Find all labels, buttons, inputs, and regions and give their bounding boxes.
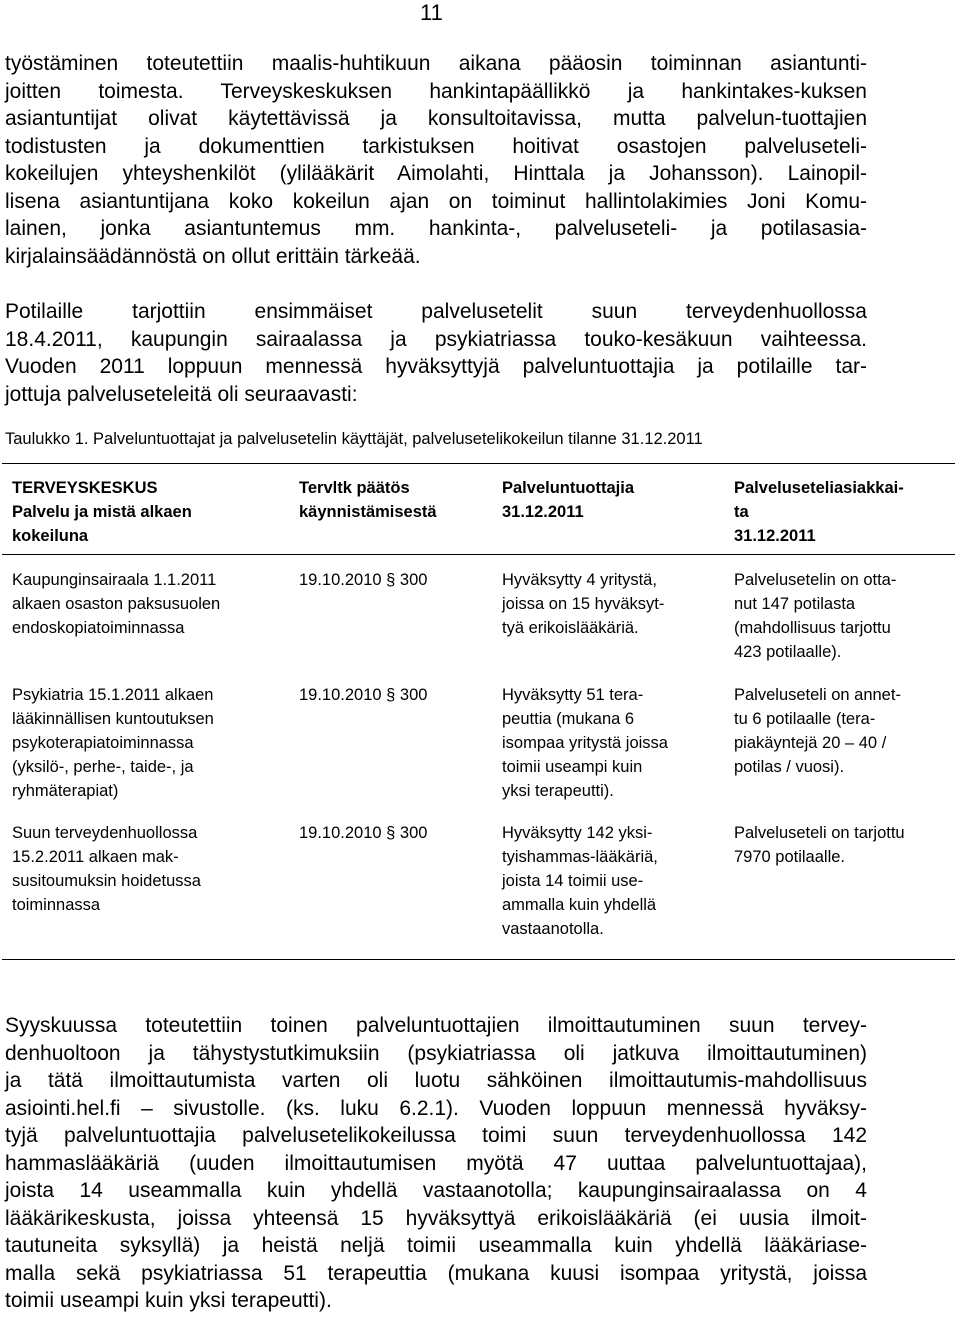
text-line: jottuja palveluseteleitä oli seuraavasti: (5, 382, 358, 406)
second-paragraph (5, 298, 867, 408)
text-line: asiantuntijat olivat käytettävissä ja konsultoitavissa, mutta palvelun-tuottajien (5, 107, 867, 130)
text-line: toimii useampi kuin yksi terapeutti). (5, 1289, 332, 1312)
text-line: malla sekä psykiatriassa 51 terapeuttia (mukana kuusi isompaa yritystä, joissa (5, 1261, 867, 1285)
table-cell: Palvelusetelin on otta- nut 147 potilasta (mahdollisuus tarjottu 423 potilaalle). (734, 571, 897, 661)
table-header-divider (2, 554, 955, 555)
table-cell: Suun terveydenhuollossa 15.2.2011 alkaen mak- susitoumuksin hoidetussa toiminnassa (12, 824, 201, 914)
table-cell: Psykiatria 15.1.2011 alkaen lääkinnällisen kuntoutuksen psykoterapiatoiminnassa (yksilö-, perhe-, taide-, ja ryhmäterapiat) (12, 686, 214, 800)
text-line: ja tätä ilmoittautumista varten oli luotu sähköinen ilmoittautumis-mahdollisuus (5, 1069, 867, 1092)
intro-paragraph (5, 50, 867, 270)
text-line: kokeilujen yhteyshenkilöt (ylilääkärit Aimolahti, Hinttala ja Johansson). Lainopil- (5, 162, 867, 185)
text-line: asiointi.hel.fi – sivustolle. (ks. luku 6.2.1). Vuoden loppuun mennessä hyväksy- (5, 1096, 867, 1120)
text-line: joista 14 useammalla kuin yhdellä vastaanotolla; kaupunginsairaalassa on 4 (5, 1179, 867, 1202)
text-line: tautuneita syksyllä) ja heistä neljä toimii useammalla kuin yhdellä lääkäriase- (5, 1234, 867, 1257)
table-cell: 19.10.2010 § 300 (299, 824, 428, 842)
text-line: Vuoden 2011 loppuun mennessä hyväksyttyjä palveluntuottajia ja potilaille tar- (5, 355, 867, 378)
text-line: hammaslääkäriä (uuden ilmoittautumisen myötä 47 uuttaa palveluntuottajaa), (5, 1151, 867, 1175)
text-line: tyjä palveluntuottajia palvelusetelikokeilussa toimi suun terveydenhuollossa 142 (5, 1124, 867, 1147)
table-caption: Taulukko 1. Palveluntuottajat ja palvelusetelin käyttäjät, palvelusetelikokeilun tilanne 31.12.2011 (5, 430, 703, 448)
text-line: lisena asiantuntijana koko kokeilun ajan on toiminut hallintolakimies Joni Komu- (5, 189, 867, 213)
table-cell: Kaupunginsairaala 1.1.2011 alkaen osaston paksusuolen endoskopiatoiminnassa (12, 571, 221, 637)
text-line: 18.4.2011, kaupungin sairaalassa ja psykiatriassa touko-kesäkuun vaihteessa. (5, 327, 867, 351)
text-line: lääkärikeskusta, joissa yhteensä 15 hyväksyttyä erikoislääkäriä (ei uusia ilmoit- (5, 1206, 867, 1230)
table-cell: Hyväksytty 142 yksi- tyishammas-lääkäriä, joista 14 toimii use- ammalla kuin yhdellä vastaanotolla. (502, 824, 658, 938)
text-line: Syyskuussa toteutettiin toinen palveluntuottajien ilmoittautuminen suun tervey- (5, 1014, 867, 1037)
closing-paragraph (5, 1012, 867, 1315)
text-line: Potilaille tarjottiin ensimmäiset palvelusetelit suun terveydenhuollossa (5, 300, 867, 323)
text-line: todistusten ja dokumenttien tarkistuksen hoitivat osastojen palveluseteli- (5, 134, 867, 158)
text-line: työstäminen toteutettiin maalis-huhtikuun aikana pääosin toiminnan asiantunti- (5, 52, 867, 75)
table-cell: Palveluseteli on tarjottu 7970 potilaalle. (734, 824, 905, 866)
table-cell: 19.10.2010 § 300 (299, 571, 428, 589)
table-cell: 19.10.2010 § 300 (299, 686, 428, 704)
table-cell: Hyväksytty 4 yritystä, joissa on 15 hyväksyt- tyä erikoislääkäriä. (502, 571, 665, 637)
text-line: kirjalainsäädännöstä on ollut erittäin tärkeää. (5, 244, 421, 268)
text-line: joitten toimesta. Terveyskeskuksen hankintapäällikkö ja hankintakes-kuksen (5, 79, 867, 103)
table-header-cell: Palveluntuottajia 31.12.2011 (502, 479, 635, 521)
table-header-cell: Palveluseteliasiakkai- ta 31.12.2011 (734, 479, 904, 545)
table-header-cell: TERVEYSKESKUS Palvelu ja mistä alkaen kokeiluna (12, 479, 192, 545)
table-cell: Palveluseteli on annet- tu 6 potilaalle (tera- piakäyntejä 20 – 40 / potilas / vuosi). (734, 686, 901, 776)
text-line: lainen, jonka asiantuntemus mm. hankinta-, palveluseteli- ja potilasasia- (5, 217, 867, 240)
table-cell: Hyväksytty 51 tera- peuttia (mukana 6 isompaa yritystä joissa toimii useampi kuin yksi terapeutti). (502, 686, 668, 800)
table-header-cell: Tervltk päätös käynnistämisestä (299, 479, 437, 521)
data-table (2, 463, 955, 960)
text-line: denhuoltoon ja tähystystutkimuksiin (psykiatriassa oli jatkuva ilmoittautuminen) (5, 1041, 867, 1065)
page-number: 11 (420, 0, 443, 25)
